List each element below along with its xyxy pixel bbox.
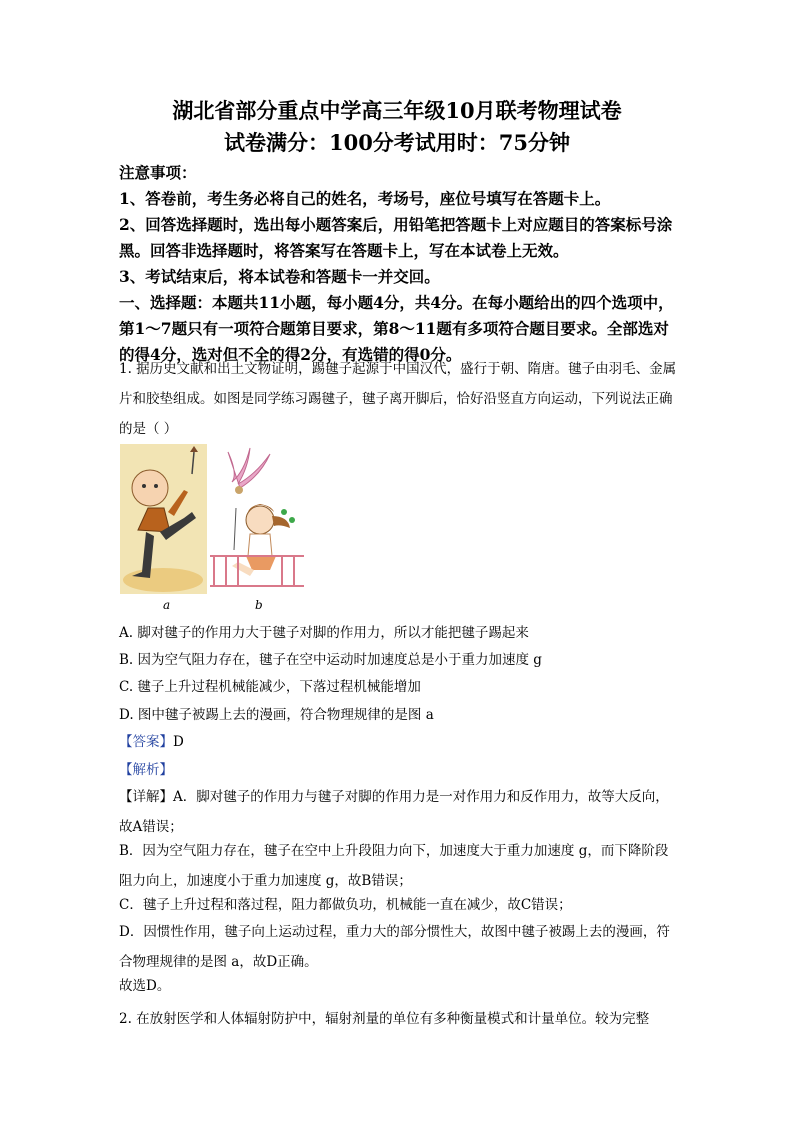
notice-item-2: 2、回答选择题时，选出每小题答案后，用铅笔把答题卡上对应题目的答案标号涂黑。回答非选择题时，将答案写在答题卡上，写在本试卷上无效。: [119, 215, 673, 260]
question-1-figure: [120, 444, 304, 616]
figure-label-b: b: [255, 598, 263, 612]
detail-a: [119, 782, 679, 842]
detail-a-text: A．脚对毽子的作用力与毽子对脚的作用力是一对作用力和反作用力，故等大反向，故A错误；: [119, 789, 669, 835]
detail-d: D．因惯性作用，毽子向上运动过程，重力大的部分惯性大，故图中毽子被踢上去的漫画，符合物理规律的是图 a，故D正确。: [119, 924, 670, 970]
girl-shirt: [248, 534, 272, 556]
detail-b: B．因为空气阻力存在，毽子在空中上升段阻力向下，加速度大于重力加速度 g，而下降阶段阻力向上，加速度小于重力加速度 g，故B错误；: [119, 843, 669, 889]
boy-head: [132, 470, 168, 506]
page-title: 湖北省部分重点中学高三年级10月联考物理试卷: [172, 98, 622, 123]
question-1-stem: 1. 据历史文献和出土文物证明，踢毽子起源于中国汉代，盛行于朝、隋唐。毽子由羽毛、金属片和胶垫组成。如图是同学练习踢毽子，毽子离开脚后，恰好沿竖直方向运动，下列说法正确的是（ ）: [119, 361, 677, 437]
figure-label-a: a: [163, 598, 171, 612]
detail-conclusion: 故选D。: [119, 978, 171, 994]
page-subtitle: 试卷满分：100分考试用时：75分钟: [223, 130, 571, 155]
shuttlecock-b-base: [235, 486, 243, 494]
option-b: B. 因为空气阻力存在，毽子在空中运动时加速度总是小于重力加速度 g: [119, 652, 542, 668]
girl-head: [246, 506, 274, 534]
cartoon-illustration: [120, 444, 304, 616]
section-heading: 一、选择题：本题共11小题，每小题4分，共4分。在每小题给出的四个选项中，第1～7题只有一项符合题第目要求，第8～11题有多项符合题目要求。全部选对的得4分，选对但不全的得2分，有选错的得0分。: [119, 293, 674, 364]
analysis-tag: 【解析】: [119, 762, 173, 778]
question-2-stem: 2. 在放射医学和人体辐射防护中，辐射剂量的单位有多种衡量模式和计量单位。较为完整: [119, 1011, 650, 1027]
notice-item-3: 3、考试结束后，将本试卷和答题卡一并交回。: [119, 267, 440, 286]
detail-c: C．毽子上升过程和落过程，阻力都做负功，机械能一直在减少，故C错误；: [119, 897, 572, 913]
notice-heading: 注意事项：: [119, 163, 197, 182]
option-d: D. 图中毽子被踢上去的漫画，符合物理规律的是图 a: [119, 707, 434, 723]
option-a: A. 脚对毽子的作用力大于毽子对脚的作用力，所以才能把毽子踢起来: [119, 625, 529, 641]
notice-item-1: 1、答卷前，考生务必将自己的姓名，考场号，座位号填写在答题卡上。: [119, 189, 611, 208]
option-c: C. 毽子上升过程机械能减少，下落过程机械能增加: [119, 679, 421, 695]
answer-value: D: [173, 734, 184, 750]
answer-tag: 【答案】: [119, 734, 173, 750]
detail-tag: 【详解】: [119, 789, 173, 805]
answer-line: [119, 727, 679, 757]
